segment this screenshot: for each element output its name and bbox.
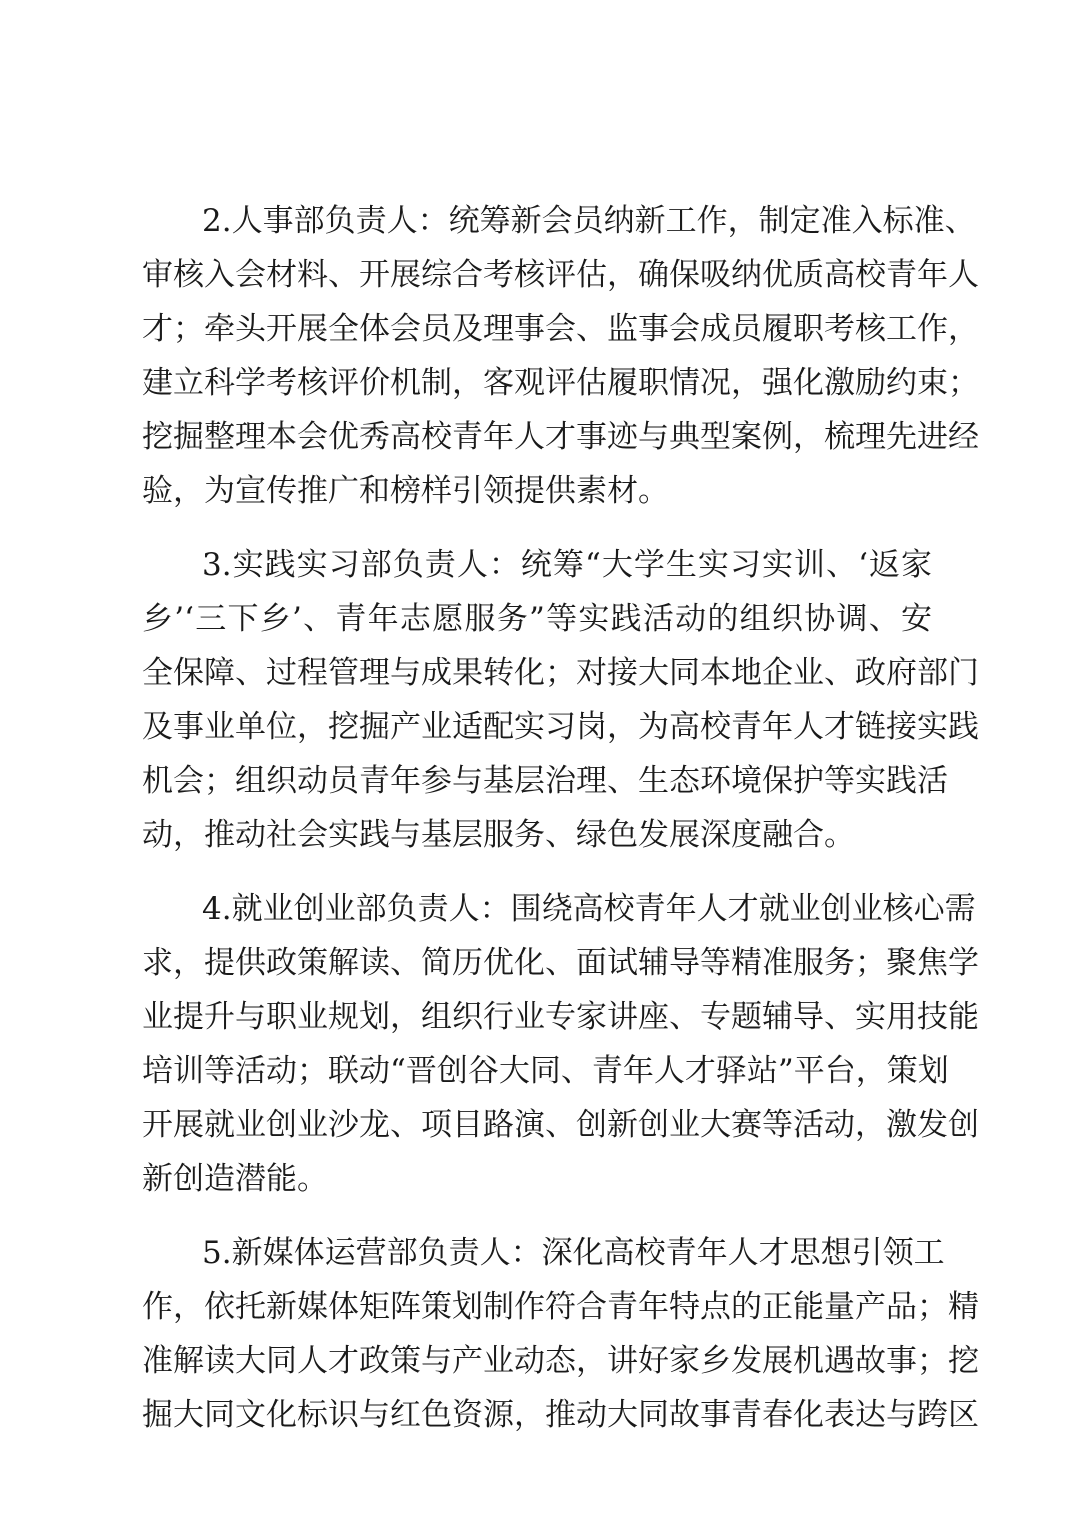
text-line: 培训等活动；联动“晋创谷大同、青年人才驿站”平台，策划	[142, 1053, 949, 1089]
text-line: 动，推动社会实践与基层服务、绿色发展深度融合。	[142, 817, 855, 853]
text-line: 准解读大同人才政策与产业动态，讲好家乡发展机遇故事；挖	[142, 1343, 979, 1379]
text-line: 验，为宣传推广和榜样引领提供素材。	[142, 473, 669, 509]
paragraph-practice-internship-dept	[142, 538, 979, 862]
paragraph-new-media-dept	[142, 1226, 979, 1442]
text-line: 挖掘整理本会优秀高校青年人才事迹与典型案例，梳理先进经	[142, 419, 979, 455]
text-line: 业提升与职业规划，组织行业专家讲座、专题辅导、实用技能	[142, 999, 979, 1035]
text-line: 求，提供政策解读、简历优化、面试辅导等精准服务；聚焦学	[142, 945, 979, 981]
text-line: 机会；组织动员青年参与基层治理、生态环境保护等实践活	[142, 763, 948, 799]
text-line: 审核入会材料、开展综合考核评估，确保吸纳优质高校青年人	[142, 257, 979, 293]
text-line: 掘大同文化标识与红色资源，推动大同故事青春化表达与跨区	[142, 1397, 979, 1433]
text-line: 全保障、过程管理与成果转化；对接大同本地企业、政府部门	[142, 655, 979, 691]
paragraph-employment-entrepreneurship-dept	[142, 882, 979, 1206]
text-line: 及事业单位，挖掘产业适配实习岗，为高校青年人才链接实践	[142, 709, 979, 745]
text-line: 2.人事部负责人：统筹新会员纳新工作，制定准入标准、	[202, 203, 976, 239]
text-line: 4.就业创业部负责人：围绕高校青年人才就业创业核心需	[202, 891, 976, 927]
text-line: 3.实践实习部负责人：统筹“大学生实习实训、‘返家	[202, 547, 932, 583]
text-line: 5.新媒体运营部负责人：深化高校青年人才思想引领工	[202, 1235, 945, 1271]
text-line: 开展就业创业沙龙、项目路演、创新创业大赛等活动，激发创	[142, 1107, 979, 1143]
text-line: 才；牵头开展全体会员及理事会、监事会成员履职考核工作，	[142, 311, 979, 347]
text-line: 乡’‘三下乡’、青年志愿服务”等实践活动的组织协调、安	[142, 601, 932, 637]
text-line: 建立科学考核评价机制，客观评估履职情况，强化激励约束；	[142, 365, 979, 401]
document-body	[142, 194, 979, 1442]
text-line: 作，依托新媒体矩阵策划制作符合青年特点的正能量产品；精	[142, 1289, 979, 1325]
text-line: 新创造潜能。	[142, 1161, 328, 1197]
paragraph-personnel-dept	[142, 194, 979, 518]
